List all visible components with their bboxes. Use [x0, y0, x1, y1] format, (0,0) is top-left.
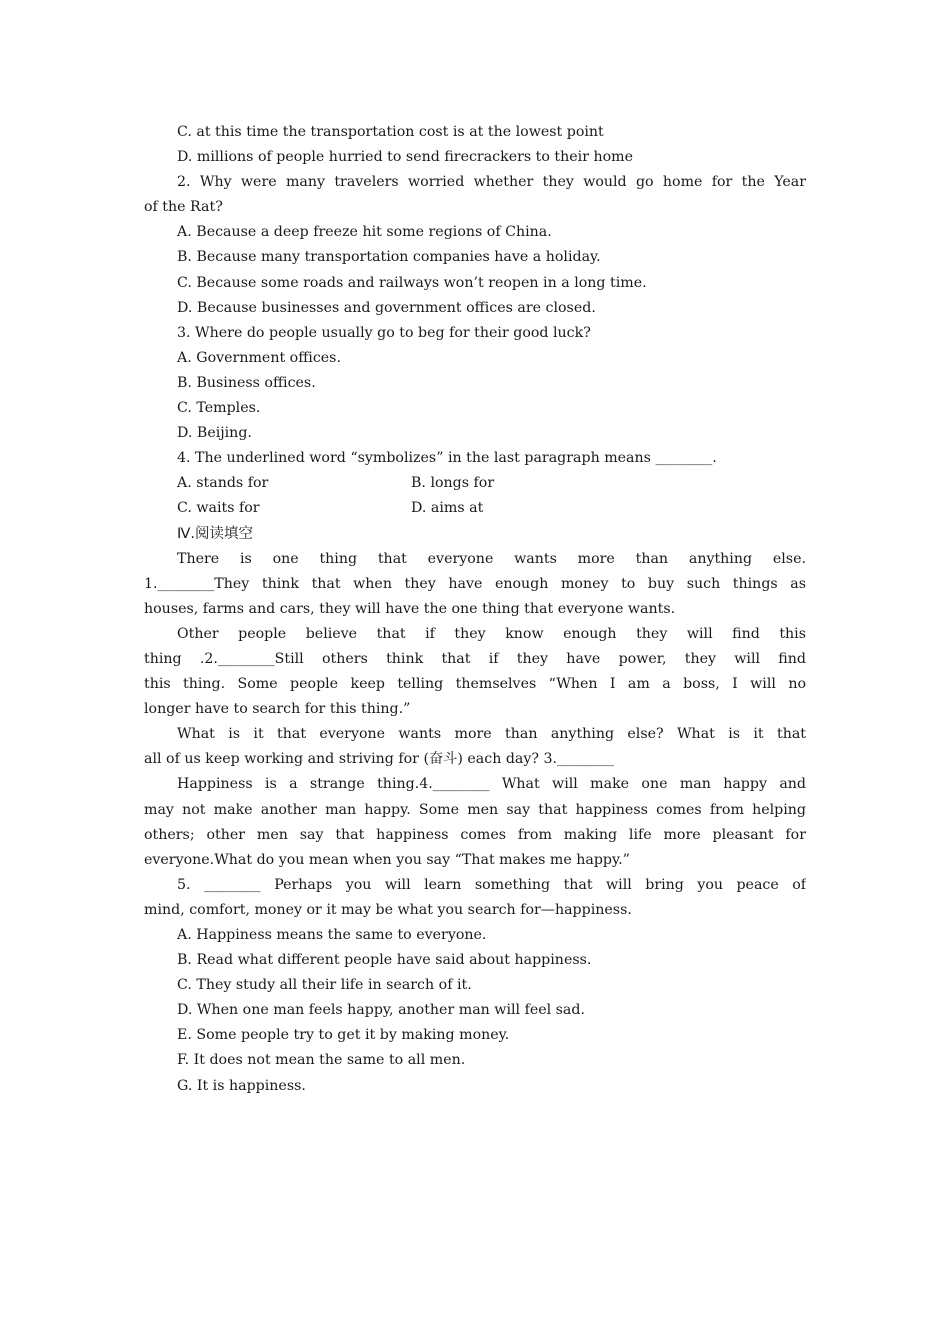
fill-option-g: G. It is happiness.	[177, 1077, 306, 1094]
fill-option-e: E. Some people try to get it by making money.	[177, 1027, 510, 1044]
q4-option-c: C. waits for	[177, 500, 260, 517]
para4-line2: may not make another man happy. Some men say that happiness comes from helping	[144, 801, 806, 818]
q2-option-c: C. Because some roads and railways won’t reopen in a long time.	[177, 274, 647, 291]
fill-option-f: F. It does not mean the same to all men.	[177, 1052, 466, 1069]
para1-line1: There is one thing that everyone wants more than anything else.	[177, 550, 806, 567]
q1-option-c: C. at this time the transportation cost is at the lowest point	[177, 124, 604, 140]
fill-option-d: D. When one man feels happy, another man will feel sad.	[177, 1002, 585, 1019]
para2-line3: this thing. Some people keep telling themselves “When I am a boss, I will no	[144, 676, 806, 693]
q4-options-row-1	[144, 471, 806, 496]
q2-option-b: B. Because many transportation companies have a holiday.	[177, 249, 601, 266]
q3-option-d: D. Beijing.	[177, 425, 252, 442]
para1-line2: 1.________They think that when they have enough money to buy such things as	[144, 575, 806, 592]
section-heading: Ⅳ.阅读填空	[177, 525, 253, 542]
q3-option-c: C. Temples.	[177, 400, 261, 417]
q1-option-d: D. millions of people hurried to send firecrackers to their home	[177, 149, 634, 166]
q4-stem: 4. The underlined word “symbolizes” in the last paragraph means ________.	[177, 450, 717, 467]
q3-option-b: B. Business offices.	[177, 374, 316, 391]
para2-line1: Other people believe that if they know enough they will find this	[177, 625, 806, 642]
q4-option-a: A. stands for	[177, 475, 269, 492]
para3-line2: all of us keep working and striving for (奋斗) each day? 3.________	[144, 751, 614, 768]
q2-stem-line2: of the Rat?	[144, 199, 223, 216]
para5-line2: mind, comfort, money or it may be what you search for—happiness.	[144, 901, 632, 918]
para3-line1: What is it that everyone wants more than anything else? What is it that	[177, 726, 806, 743]
q4-options-row-2	[144, 496, 806, 521]
document-page	[144, 120, 806, 1099]
para4-line3: others; other men say that happiness comes from making life more pleasant for	[144, 826, 806, 843]
q3-option-a: A. Government offices.	[177, 349, 341, 366]
q2-option-a: A. Because a deep freeze hit some regions of China.	[177, 224, 552, 241]
q4-option-d: D. aims at	[411, 500, 484, 517]
q3-stem: 3. Where do people usually go to beg for their good luck?	[177, 324, 591, 341]
para4-line4: everyone.What do you mean when you say “That makes me happy.”	[144, 851, 630, 868]
fill-option-a: A. Happiness means the same to everyone.	[177, 927, 487, 943]
para2-line4: longer have to search for this thing.”	[144, 701, 411, 718]
q2-stem-line1: 2. Why were many travelers worried whether they would go home for the Year	[177, 174, 806, 191]
para5-line1: 5. ________ Perhaps you will learn something that will bring you peace of	[177, 876, 806, 893]
fill-option-c: C. They study all their life in search of it.	[177, 977, 472, 994]
para1-line3: houses, farms and cars, they will have the one thing that everyone wants.	[144, 600, 676, 617]
fill-option-b: B. Read what different people have said about happiness.	[177, 952, 592, 969]
para4-line1: Happiness is a strange thing.4.________ What will make one man happy and	[177, 776, 806, 793]
q4-option-b: B. longs for	[411, 475, 495, 492]
para2-line2: thing .2.________Still others think that if they have power, they will find	[144, 650, 806, 667]
q2-option-d: D. Because businesses and government offices are closed.	[177, 299, 596, 316]
